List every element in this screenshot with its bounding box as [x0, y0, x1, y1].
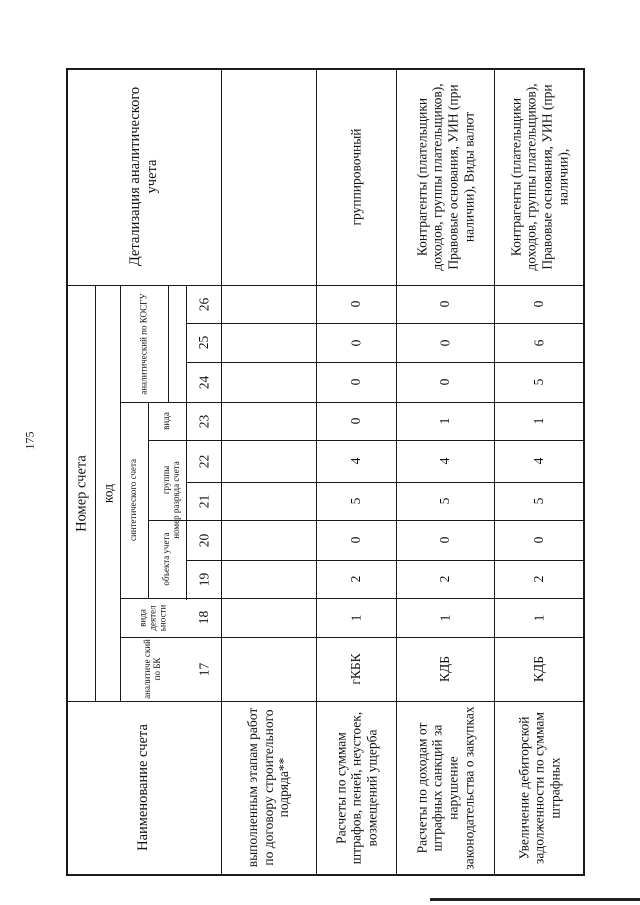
synthetic-header: синтетического счета [128, 458, 139, 542]
row-value [221, 323, 316, 362]
row-value: 0 [437, 536, 453, 544]
digit-label: 25 [195, 335, 211, 350]
digit-label: 19 [195, 572, 211, 586]
row-value: 2 [437, 575, 453, 583]
row-value [221, 520, 316, 560]
row-value: 4 [531, 457, 547, 465]
row-value [221, 440, 316, 482]
row-value: 5 [531, 497, 547, 505]
row-value: 0 [437, 378, 453, 386]
row-value: 0 [437, 339, 453, 346]
object-header: объекта учета [161, 532, 172, 586]
row-value: 4 [348, 457, 364, 465]
row-name: Расчеты по доходам от штрафных санкций за нарушение законодательства о закупках [413, 705, 476, 870]
row-value [221, 482, 316, 520]
row-value: 1 [437, 417, 453, 425]
name-column-header: Наименование счета [135, 724, 152, 851]
digit-label: 21 [195, 494, 211, 508]
row-detail: Контрагенты (плательщики доходов, группы плательщиков), Правовые основания, УИН (при наличии), [507, 82, 570, 271]
row-value: 1 [531, 417, 547, 425]
row-detail: Контрагенты (плательщики доходов, группы плательщиков), Правовые основания, УИН (при наличии), Виды валют [413, 82, 476, 271]
analytic-bk-header: аналитиче ский по БК [142, 639, 162, 699]
table-rule [66, 874, 585, 876]
row-detail [223, 72, 314, 281]
row-detail: группировочный [348, 127, 364, 226]
row-value: 1 [348, 614, 364, 621]
account-number-header: Номер счета [73, 454, 90, 532]
row-value: 0 [437, 300, 453, 308]
row-value [221, 362, 316, 402]
kind-header: вида [161, 412, 172, 430]
row-value [221, 285, 316, 323]
row-value: 0 [348, 339, 364, 346]
row-value: 0 [348, 417, 364, 425]
activity-kind-header: вида деятел ьности [137, 604, 167, 631]
table-rule [66, 701, 584, 702]
row-value: 0 [531, 536, 547, 544]
digit-label: 18 [195, 610, 211, 625]
row-value: гКБК [348, 653, 364, 685]
digit-number-header: номер разряда счета [171, 461, 182, 539]
groups-header: группы [161, 465, 172, 495]
code-header: код [99, 483, 115, 503]
digit-label: 23 [195, 414, 211, 428]
row-value: КДБ [437, 656, 453, 682]
detail-header: Детализация аналитического учета [126, 86, 160, 267]
row-value: 6 [531, 339, 547, 346]
digit-label: 26 [195, 297, 211, 311]
row-value [221, 560, 316, 598]
row-value: 1 [531, 614, 547, 621]
row-value: 0 [531, 300, 547, 308]
row-value: 0 [348, 300, 364, 308]
row-value: 5 [437, 497, 453, 505]
row-value: 0 [348, 536, 364, 544]
row-name: Увеличение дебиторской задолженности по суммам штрафных [515, 711, 562, 864]
row-name: Расчеты по суммам штрафов, пеней, неустоек, возмещений ущерба [332, 711, 379, 864]
analytic-kosgu-header: аналитический по КОСГУ [138, 292, 149, 395]
row-value [221, 637, 316, 701]
digit-label: 17 [195, 662, 211, 676]
row-value: 4 [437, 457, 453, 465]
digit-label: 24 [195, 375, 211, 389]
row-value: 2 [348, 575, 364, 583]
row-value: КДБ [531, 656, 547, 682]
row-value: 5 [531, 378, 547, 386]
digit-label: 20 [195, 533, 211, 547]
row-value [221, 402, 316, 440]
row-value: 2 [531, 575, 547, 583]
row-value [221, 598, 316, 637]
row-value: 1 [437, 614, 453, 621]
row-value: 0 [348, 378, 364, 386]
row-name: выполненным этапам работ по договору строительного подряда** [245, 707, 292, 868]
bottom-rule [430, 898, 640, 901]
page-number: 175 [22, 431, 37, 450]
row-value: 5 [348, 497, 364, 505]
digit-label: 22 [195, 454, 211, 468]
